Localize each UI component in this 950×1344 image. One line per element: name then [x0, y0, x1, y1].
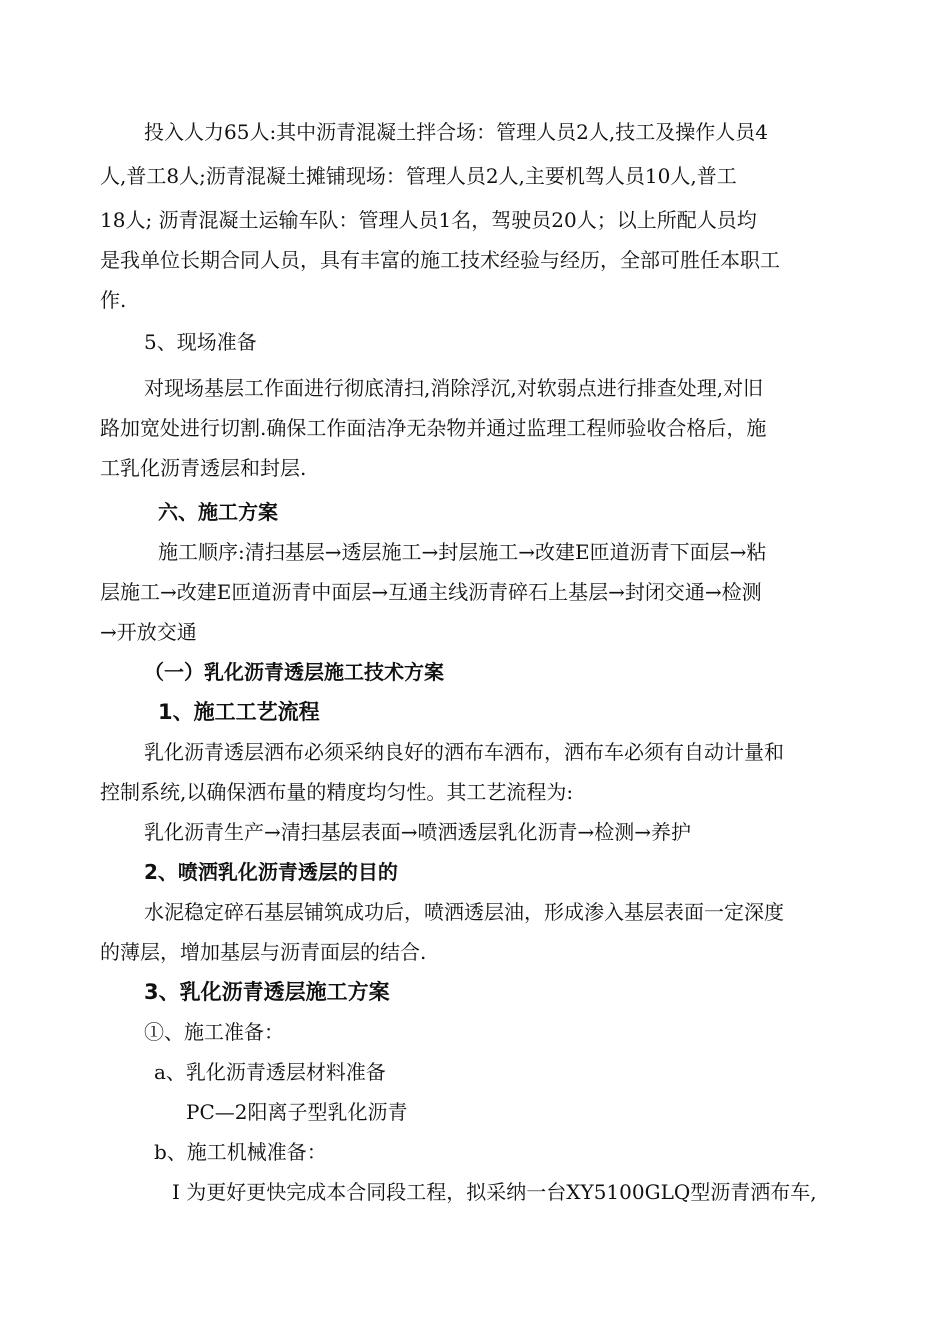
paragraph-line: 水泥稳定碎石基层铺筑成功后，喷洒透层油，形成渗入基层表面一定深度 [144, 900, 784, 924]
paragraph-line: 工乳化沥青透层和封层. [100, 456, 307, 480]
paragraph-line: 人,普工8人;沥青混凝土摊铺现场：管理人员2人,主要机驾人员10人,普工 [100, 164, 737, 188]
subsection-heading: （一）乳化沥青透层施工技术方案 [144, 660, 444, 684]
section-heading: 六、施工方案 [158, 500, 278, 524]
paragraph-line: 施工顺序:清扫基层→透层施工→封层施工→改建E匝道沥青下面层→粘 [158, 540, 767, 564]
paragraph-line: →开放交通 [100, 620, 197, 644]
list-item: a、乳化沥青透层材料准备 [154, 1060, 386, 1084]
paragraph-line: 是我单位长期合同人员，具有丰富的施工技术经验与经历，全部可胜任本职工 [100, 248, 780, 272]
list-item: Ⅰ 为更好更快完成本合同段工程，拟采纳一台XY5100GLQ型沥青洒布车, [172, 1180, 817, 1204]
list-item: PC—2阳离子型乳化沥青 [186, 1100, 408, 1124]
paragraph-line: 18人; 沥青混凝土运输车队：管理人员1名，驾驶员20人；以上所配人员均 [100, 208, 757, 232]
paragraph-line: 对现场基层工作面进行彻底清扫,消除浮沉,对软弱点进行排查处理,对旧 [144, 376, 764, 400]
list-item: b、施工机械准备： [154, 1140, 327, 1164]
paragraph-line: 作. [100, 288, 127, 312]
paragraph-line: 路加宽处进行切割.确保工作面洁净无杂物并通过监理工程师验收合格后，施 [100, 416, 767, 440]
subsection-heading: 3、乳化沥青透层施工方案 [144, 980, 390, 1004]
paragraph-line: 控制系统,以确保洒布量的精度均匀性。其工艺流程为: [100, 780, 574, 804]
list-item: ①、施工准备： [144, 1020, 284, 1044]
paragraph-line: 层施工→改建E匝道沥青中面层→互通主线沥青碎石上基层→封闭交通→检测 [100, 580, 762, 604]
paragraph-line: 乳化沥青透层洒布必须采纳良好的洒布车洒布，洒布车必须有自动计量和 [144, 740, 784, 764]
paragraph-line: 投入人力65人:其中沥青混凝土拌合场：管理人员2人,技工及操作人员4 [144, 120, 768, 144]
subsection-heading: 1、施工工艺流程 [158, 700, 320, 724]
paragraph-line: 乳化沥青生产→清扫基层表面→喷洒透层乳化沥青→检测→养护 [144, 820, 692, 844]
section-heading: 5、现场准备 [144, 330, 257, 354]
subsection-heading: 2、喷洒乳化沥青透层的目的 [144, 860, 398, 884]
paragraph-line: 的薄层，增加基层与沥青面层的结合. [100, 940, 427, 964]
